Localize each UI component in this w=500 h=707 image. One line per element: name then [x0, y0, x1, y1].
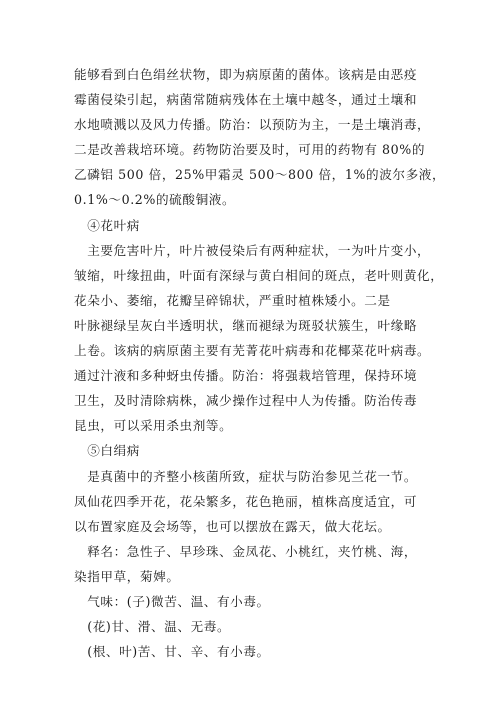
text-line: 二是改善栽培环境。药物防治要及时，可用的药物有 80%的: [74, 142, 426, 158]
document-body: [74, 62, 446, 664]
text-line: 气味：(子)微苦、温、有小毒。: [74, 593, 270, 609]
text-line: (花)甘、滑、温、无毒。: [74, 619, 231, 635]
section-heading: ⑤白绢病: [74, 443, 140, 459]
text-line: 昆虫，可以采用杀虫剂等。: [74, 418, 233, 434]
text-line: 0.1%～0.2%的硫酸铜液。: [74, 192, 236, 208]
section-heading: ④花叶病: [74, 217, 140, 233]
text-line: 皱缩，叶缘扭曲，叶面有深绿与黄白相间的斑点，老叶则黄化，: [74, 267, 444, 283]
text-line: 水地喷溅以及风力传播。防治：以预防为主，一是土壤消毒，: [74, 117, 431, 133]
text-line: 叶脉褪绿呈灰白半透明状，继而褪绿为斑驳状簇生，叶缘略: [74, 317, 418, 333]
text-line: 凤仙花四季开花，花朵繁多，花色艳丽，植株高度适宜，可: [74, 493, 418, 509]
text-line: 卫生，及时清除病株，减少操作过程中人为传播。防治传毒: [74, 393, 418, 409]
text-line: 释名：急性子、早珍珠、金凤花、小桃红，夹竹桃、海，: [74, 543, 418, 559]
text-line: 霉菌侵染引起，病菌常随病残体在土壤中越冬，通过土壤和: [74, 92, 418, 108]
text-line: 以布置家庭及会场等，也可以摆放在露天，做大花坛。: [74, 518, 391, 534]
text-line: 能够看到白色绢丝状物，即为病原菌的菌体。该病是由恶疫: [74, 67, 418, 82]
text-line: 主要危害叶片，叶片被侵染后有两种症状，一为叶片变小，: [74, 242, 431, 258]
text-line: 乙磷铝 500 倍，25%甲霜灵 500～800 倍，1%的波尔多液，: [74, 167, 446, 183]
text-line: 通过汁液和多种蚜虫传播。防治：将强栽培管理，保持环境: [74, 368, 418, 384]
text-line: 花朵小、萎缩，花瓣呈碎锦状，严重时植株矮小。二是: [74, 292, 391, 308]
text-line: (根、叶)苦、甘、辛、有小毒。: [74, 644, 270, 660]
text-line: 是真菌中的齐整小核菌所致，症状与防治参见兰花一节。: [74, 468, 418, 484]
text-line: 染指甲草，菊婢。: [74, 568, 180, 584]
text-line: 上卷。该病的病原菌主要有芜菁花叶病毒和花椰菜花叶病毒。: [74, 343, 431, 359]
